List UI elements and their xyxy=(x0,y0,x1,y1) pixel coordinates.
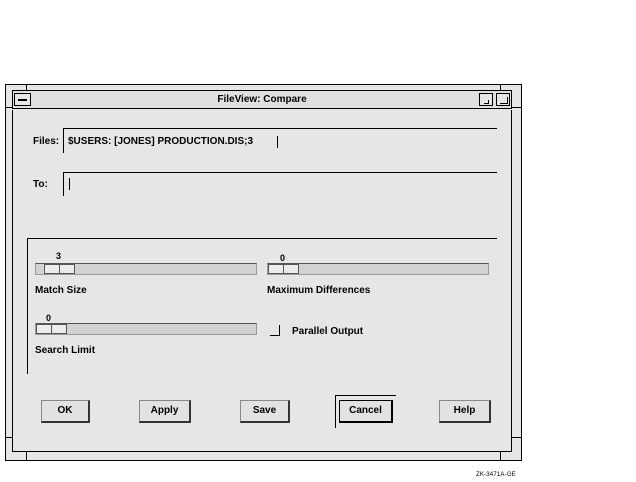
maximize-button[interactable] xyxy=(496,93,510,106)
files-text-cursor xyxy=(277,136,278,148)
search-limit-slider[interactable] xyxy=(35,323,257,335)
match-size-thumb[interactable] xyxy=(44,264,60,274)
files-field-text: $USERS: [JONES] PRODUCTION.DIS;3 xyxy=(68,136,254,147)
maximum-differences-label: Maximum Differences xyxy=(267,285,371,296)
to-field[interactable] xyxy=(63,172,497,196)
to-text-cursor xyxy=(69,178,70,190)
to-label: To: xyxy=(33,179,48,190)
match-size-label: Match Size xyxy=(35,285,87,296)
match-size-value: 3 xyxy=(56,251,62,261)
minimize-button[interactable] xyxy=(479,93,493,106)
maximum-differences-thumb-right[interactable] xyxy=(283,264,299,274)
files-label: Files: xyxy=(33,136,60,147)
maximum-differences-slider[interactable] xyxy=(267,263,489,275)
maximum-differences-value: 0 xyxy=(280,253,286,263)
match-size-thumb-right[interactable] xyxy=(59,264,75,274)
window-title: FileView: Compare xyxy=(217,94,307,105)
maximize-icon xyxy=(500,97,508,104)
minimize-icon xyxy=(484,100,489,104)
save-button[interactable]: Save xyxy=(240,400,290,423)
apply-button[interactable]: Apply xyxy=(139,400,191,423)
search-limit-label: Search Limit xyxy=(35,345,96,356)
ok-button[interactable]: OK xyxy=(41,400,90,423)
search-limit-thumb[interactable] xyxy=(36,324,52,334)
cancel-button[interactable]: Cancel xyxy=(339,400,393,423)
parallel-output-checkbox[interactable] xyxy=(270,325,280,336)
match-size-slider[interactable] xyxy=(35,263,257,275)
search-limit-value: 0 xyxy=(46,313,52,323)
figure-caption: ZK-3471A-GE xyxy=(476,472,516,478)
options-frame xyxy=(27,238,497,374)
parallel-output-label: Parallel Output xyxy=(292,326,364,337)
help-button[interactable]: Help xyxy=(439,400,491,423)
search-limit-thumb-right[interactable] xyxy=(51,324,67,334)
maximum-differences-thumb[interactable] xyxy=(268,264,284,274)
